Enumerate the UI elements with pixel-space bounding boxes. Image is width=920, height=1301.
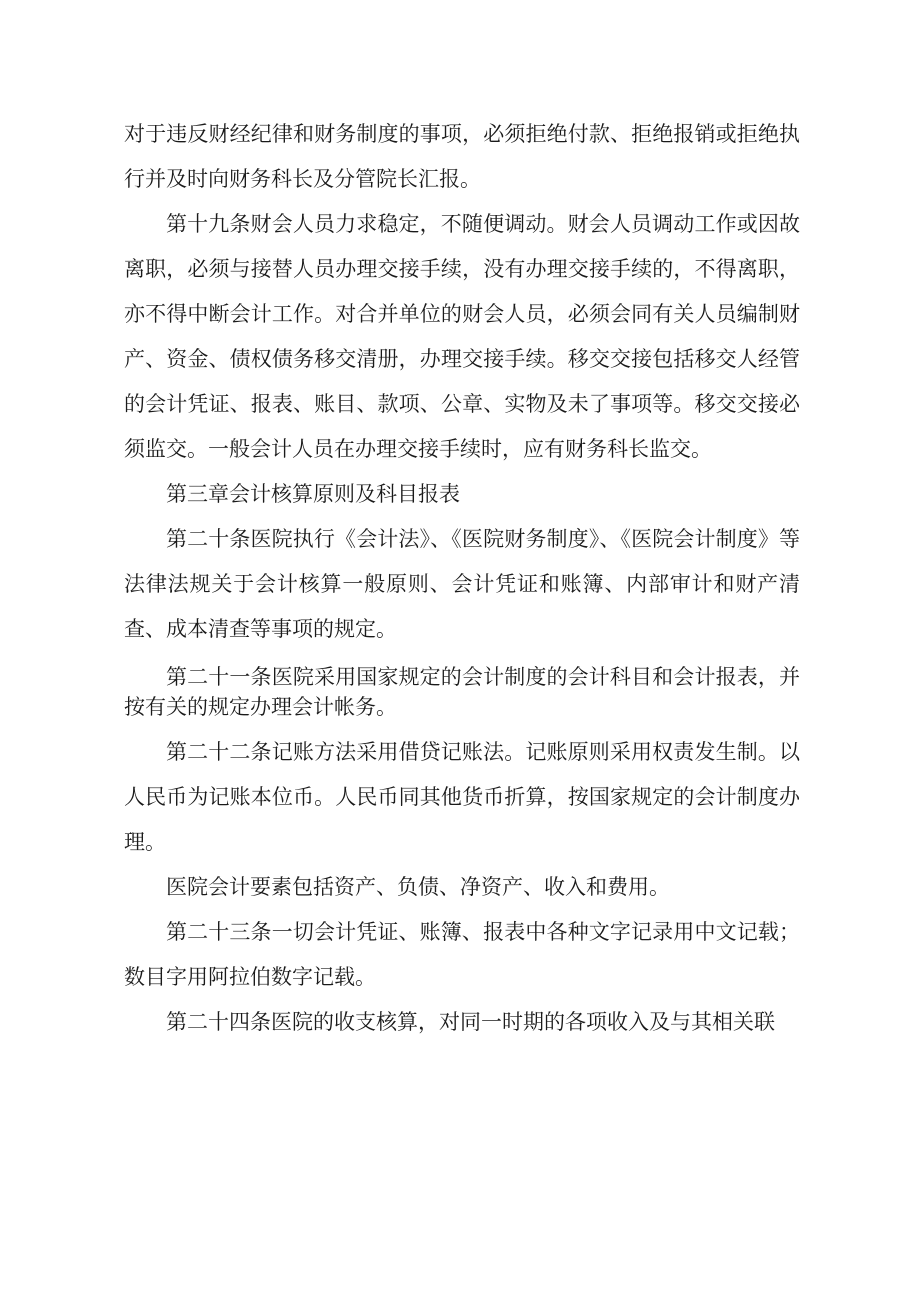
document-body [124,112,800,1045]
chapter-heading: 第三章会计核算原则及科目报表 [166,482,460,506]
paragraph-article-21: 第二十一条医院采用国家规定的会计制度的会计科目和会计报表，并按有关的规定办理会计帐务。 [124,665,800,719]
paragraph-article-20: 第二十条医院执行《会计法》、《医院财务制度》、《医院会计制度》等法律法规关于会计核算一般原则、会计凭证和账簿、内部审计和财产清查、成本清查等事项的规定。 [124,527,800,641]
paragraph-article-22: 第二十二条记账方法采用借贷记账法。记账原则采用权责发生制。以人民币为记账本位币。人民币同其他货币折算，按国家规定的会计制度办理。 [124,740,800,854]
paragraph-accounting-elements: 医院会计要素包括资产、负债、净资产、收入和费用。 [166,875,670,899]
paragraph-article-24: 第二十四条医院的收支核算，对同一时期的各项收入及与其相关联 [166,1010,775,1034]
paragraph-continuation: 对于违反财经纪律和财务制度的事项，必须拒绝付款、拒绝报销或拒绝执行并及时向财务科长及分管院长汇报。 [124,122,800,191]
paragraph-article-23: 第二十三条一切会计凭证、账簿、报表中各种文字记录用中文记载；数目字用阿拉伯数字记载。 [124,920,800,989]
paragraph-article-19: 第十九条财会人员力求稳定，不随便调动。财会人员调动工作或因故离职，必须与接替人员办理交接手续，没有办理交接手续的，不得离职，亦不得中断会计工作。对合并单位的财会人员，必须会同有关人员编制财产、资金、债权债务移交清册，办理交接手续。移交交接包括移交人经管的会计凭证、报表、账目、款项、公章、实物及未了事项等。移交交接必须监交。一般会计人员在办理交接手续时，应有财务科长监交。 [124,212,800,461]
